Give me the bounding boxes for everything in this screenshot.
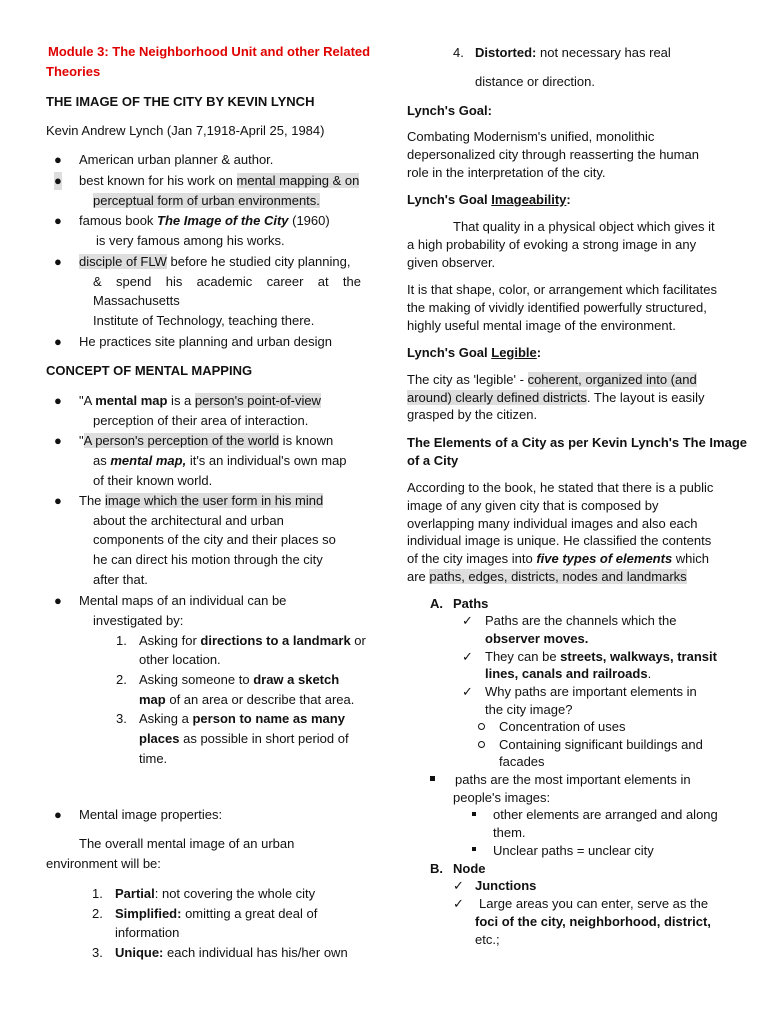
list-item-cont: other location. [139, 652, 221, 667]
paragraph-line: grasped by the citizen. [407, 407, 538, 422]
paragraph-line: overlapping many individual images and also each [407, 516, 698, 531]
check-item-cont: the city image? [485, 702, 573, 717]
bullet-icon: ● [54, 213, 62, 228]
paragraph-line: The city as 'legible' - coherent, organized into (and [407, 372, 697, 387]
section-letter: B. [430, 861, 443, 876]
bullet-icon: ● [54, 173, 62, 188]
square-item: paths are the most important elements in [455, 772, 691, 787]
list-item-cont: information [115, 925, 180, 940]
list-item: Asking someone to draw a sketch [139, 672, 340, 687]
module-title-line1: Module 3: The Neighborhood Unit and other Related [48, 44, 371, 59]
square-bullet-icon [472, 812, 476, 816]
paragraph-line: The overall mental image of an urban [79, 836, 295, 851]
list-item: Simplified: omitting a great deal of [115, 906, 318, 921]
checkmark-icon: ✓ [462, 613, 473, 628]
section-title-node: Node [453, 861, 486, 876]
bullet-text: American urban planner & author. [79, 152, 274, 167]
bullet-icon: ● [54, 334, 62, 349]
circle-bullet-icon [478, 723, 485, 730]
list-number: 3. [116, 711, 127, 726]
check-item: Large areas you can enter, serve as the [479, 896, 709, 911]
list-item: Distorted: not necessary has real [475, 45, 671, 60]
list-item: Partial: not covering the whole city [115, 886, 316, 901]
bullet-text: Mental maps of an individual can be [79, 593, 287, 608]
bullet-text: "A person's perception of the world is known [79, 433, 334, 448]
circle-bullet-icon [478, 741, 485, 748]
list-number: 1. [92, 886, 103, 901]
bullet-icon: ● [54, 433, 62, 448]
square-bullet-icon [472, 847, 476, 851]
bullet-text-cont: & spend his academic career at the [93, 274, 361, 289]
paragraph-line: around) clearly defined districts. The layout is easily [407, 390, 705, 405]
paragraph-line: given observer. [407, 255, 496, 270]
sub-item: Containing significant buildings and [499, 737, 703, 752]
list-number: 2. [92, 906, 103, 921]
list-item-cont: distance or direction. [475, 74, 595, 89]
bullet-text-cont: components of the city and their places so [93, 532, 336, 547]
bullet-icon: ● [54, 152, 62, 167]
section-title-paths: Paths [453, 596, 489, 611]
bullet-text-cont: perception of their area of interaction. [93, 413, 309, 428]
section-letter: A. [430, 596, 443, 611]
heading-elements-cont: of a City [407, 453, 459, 468]
check-item-cont: foci of the city, neighborhood, district, [475, 914, 711, 929]
paragraph-line: image of any given city that is composed by [407, 498, 659, 513]
list-number: 2. [116, 672, 127, 687]
paragraph-line: of the city images into five types of elements which [407, 551, 710, 566]
bullet-text-cont: of their known world. [93, 473, 213, 488]
square-item-cont: them. [493, 825, 526, 840]
check-item: They can be streets, walkways, transit [485, 649, 717, 664]
check-item: Paths are the channels which the [485, 613, 677, 628]
module-title-line2: Theories [46, 64, 101, 79]
paragraph-line: According to the book, he stated that there is a public [407, 480, 714, 495]
sub-item-cont: facades [499, 754, 545, 769]
bullet-text-cont: he can direct his motion through the city [93, 552, 323, 567]
heading-mental-mapping: CONCEPT OF MENTAL MAPPING [46, 363, 253, 378]
paragraph-line: role in the interpretation of the city. [407, 165, 606, 180]
bullet-icon: ● [54, 254, 62, 269]
checkmark-icon: ✓ [462, 684, 473, 699]
bullet-text: Mental image properties: [79, 807, 223, 822]
square-item: Unclear paths = unclear city [493, 843, 654, 858]
bullet-icon: ● [54, 807, 62, 822]
check-item-cont: observer moves. [485, 631, 589, 646]
paragraph-line: depersonalized city through reasserting the human [407, 147, 699, 162]
check-item-cont: etc.; [475, 932, 500, 947]
list-item: Asking for directions to a landmark or [139, 633, 366, 648]
list-item-cont: map of an area or describe that area. [139, 692, 355, 707]
sub-item: Concentration of uses [499, 719, 626, 734]
bullet-text-cont: is very famous among his works. [96, 233, 285, 248]
bullet-text-cont: investigated by: [93, 613, 184, 628]
list-item: Unique: each individual has his/her own [115, 945, 348, 960]
paragraph-line: It is that shape, color, or arrangement which facilitates [407, 282, 717, 297]
bullet-icon: ● [54, 493, 62, 508]
list-item-cont: time. [139, 751, 168, 766]
square-bullet-icon [430, 776, 435, 781]
bullet-text-cont: Massachusetts [93, 293, 180, 308]
bullet-text: He practices site planning and urban design [79, 334, 332, 349]
author-line: Kevin Andrew Lynch (Jan 7,1918-April 25, 1984) [46, 123, 325, 138]
checkmark-icon: ✓ [453, 896, 464, 911]
bullet-text: disciple of FLW before he studied city planning, [79, 254, 351, 269]
bullet-text-cont: after that. [93, 572, 148, 587]
bullet-icon: ● [54, 393, 62, 408]
check-item: Junctions [475, 878, 537, 893]
bullet-text: The image which the user form in his mind [79, 493, 324, 508]
bullet-text: best known for his work on mental mapping & on [79, 173, 360, 188]
bullet-text-cont: perceptual form of urban environments. [93, 193, 320, 208]
paragraph-line: Combating Modernism's unified, monolithic [407, 129, 655, 144]
checkmark-icon: ✓ [453, 878, 464, 893]
paragraph-line: a high probability of evoking a strong image in any [407, 237, 697, 252]
paragraph-line: are paths, edges, districts, nodes and landmarks [407, 569, 687, 584]
bullet-icon: ● [54, 593, 62, 608]
bullet-text: famous book The Image of the City (1960) [79, 213, 330, 228]
checkmark-icon: ✓ [462, 649, 473, 664]
list-number: 3. [92, 945, 103, 960]
list-number: 1. [116, 633, 127, 648]
heading-image-of-city: THE IMAGE OF THE CITY BY KEVIN LYNCH [46, 94, 315, 109]
square-item: other elements are arranged and along [493, 807, 718, 822]
paragraph-line: individual image is unique. He classified the contents [407, 533, 712, 548]
paragraph-line: highly useful mental image of the environment. [407, 318, 676, 333]
heading-elements: The Elements of a City as per Kevin Lynch's The Image [407, 435, 747, 450]
heading-legible: Lynch's Goal Legible: [407, 345, 542, 360]
list-item: Asking a person to name as many [139, 711, 345, 726]
paragraph-line: the making of vividly identified powerfully structured, [407, 300, 707, 315]
bullet-text-cont: as mental map, it's an individual's own map [93, 453, 347, 468]
check-item: Why paths are important elements in [485, 684, 697, 699]
bullet-text: "A mental map is a person's point-of-view [79, 393, 321, 408]
heading-lynch-goal: Lynch's Goal: [407, 103, 492, 118]
square-item-cont: people's images: [453, 790, 551, 805]
list-item-cont: places as possible in short period of [139, 731, 349, 746]
heading-imageability: Lynch's Goal Imageability: [407, 192, 571, 207]
bullet-text-cont: Institute of Technology, teaching there. [93, 313, 315, 328]
bullet-text-cont: about the architectural and urban [93, 513, 284, 528]
paragraph-line: That quality in a physical object which gives it [453, 219, 715, 234]
check-item-cont: lines, canals and railroads. [485, 666, 652, 681]
list-number: 4. [453, 45, 464, 60]
paragraph-line: environment will be: [46, 856, 161, 871]
